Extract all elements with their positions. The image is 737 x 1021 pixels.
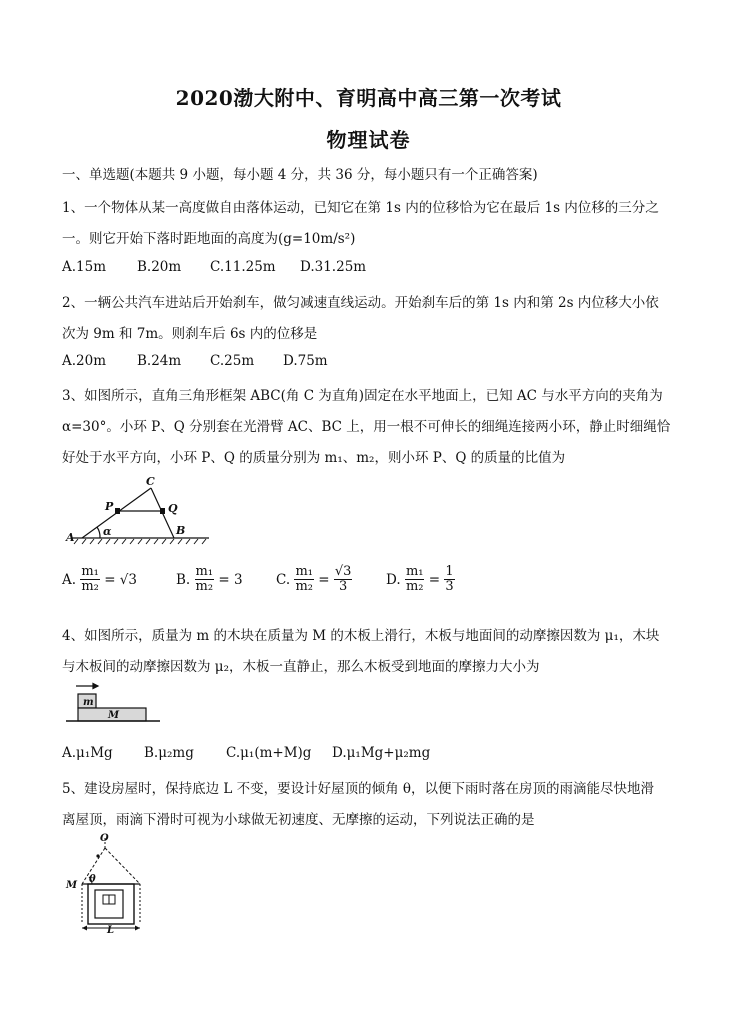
label-c: C (146, 475, 155, 488)
q3-triangle-figure (64, 474, 214, 546)
q1-option-b: B.20m (137, 259, 182, 275)
q1-option-d: D.31.25m (300, 259, 367, 275)
label-a: A (66, 531, 75, 544)
label-l: L (107, 925, 115, 934)
q4-block-figure (64, 682, 164, 728)
q4-options (62, 745, 430, 761)
q4-option-c: C.μ₁(m+M)g (226, 745, 312, 761)
q5-text-line1: 5、建设房屋时，保持底边 L 不变，要设计好屋顶的倾角 θ，以便下雨时落在房顶的雨滴能尽快地滑 (62, 781, 655, 797)
ring-q (160, 508, 165, 514)
q1-option-a: A.15m (62, 259, 107, 275)
q2-option-c: C.25m (210, 353, 255, 369)
q2-option-b: B.24m (137, 353, 182, 369)
label-q: Q (168, 502, 178, 515)
q4-option-d: D.μ₁Mg+μ₂mg (332, 745, 431, 761)
q3-text-line1: 3、如图所示，直角三角形框架 ABC(角 C 为直角)固定在水平地面上，已知 AC 与水平方向的夹角为 (62, 388, 663, 404)
q3-option-d: D. $\frac{\text{m₁}}{\text{m₂}}$ = $\frac{1}{3}$ (386, 564, 454, 594)
label-alpha: α (103, 525, 112, 538)
label-big-m: M (108, 710, 120, 721)
ring-p (115, 508, 120, 514)
exam-title: 2020渤大附中、育明高中高三第一次考试 (175, 86, 562, 110)
exam-subtitle: 物理试卷 (326, 128, 411, 152)
q2-options (62, 353, 328, 369)
q4-option-a: A.μ₁Mg (62, 745, 113, 761)
q3-option-a: A. $\frac{\text{m₁}}{\text{m₂}}$ = √3 (62, 564, 137, 594)
label-p: P (105, 500, 114, 513)
label-theta: θ (89, 874, 96, 885)
q3-text-line3: 好处于水平方向，小环 P、Q 的质量分别为 m₁、m₂，则小环 P、Q 的质量的比值为 (62, 450, 566, 466)
q1-options (62, 259, 366, 275)
label-m: m (83, 697, 94, 708)
q4-option-b: B.μ₂mg (144, 745, 194, 761)
q2-text-line2: 次为 9m 和 7m。则刹车后 6s 内的位移是 (62, 326, 318, 342)
q4-text-line1: 4、如图所示，质量为 m 的木块在质量为 M 的木板上滑行，木板与地面间的动摩擦因数为 μ₁，木块 (62, 628, 660, 644)
label-m-point: M (66, 880, 78, 891)
q3-option-b: B. $\frac{\text{m₁}}{\text{m₂}}$ = 3 (176, 564, 243, 594)
q2-option-d: D.75m (283, 353, 328, 369)
q5-house-figure (62, 832, 152, 934)
q1-text-line2: 一。则它开始下落时距地面的高度为(g=10m/s²) (62, 231, 356, 247)
q2-option-a: A.20m (62, 353, 107, 369)
label-b: B (176, 524, 186, 537)
q1-option-c: C.11.25m (210, 259, 276, 275)
label-o: O (100, 833, 109, 844)
q3-text-line2: α=30°。小环 P、Q 分别套在光滑臂 AC、BC 上，用一根不可伸长的细绳连接两小环，静止时细绳恰 (62, 419, 671, 435)
q1-text-line1: 1、一个物体从某一高度做自由落体运动，已知它在第 1s 内的位移恰为它在最后 1s 内位移的三分之 (62, 200, 659, 216)
q5-text-line2: 离屋顶，雨滴下滑时可视为小球做无初速度、无摩擦的运动，下列说法正确的是 (62, 812, 535, 828)
q3-option-c: C. $\frac{\text{m₁}}{\text{m₂}}$ = $\frac{√3}{3}$ (276, 564, 352, 594)
section-heading: 一、单选题(本题共 9 小题，每小题 4 分，共 36 分，每小题只有一个正确答案) (62, 167, 538, 183)
q2-text-line1: 2、一辆公共汽车进站后开始刹车，做匀减速直线运动。开始刹车后的第 1s 内和第 2s 内位移大小依 (62, 295, 659, 311)
q4-text-line2: 与木板间的动摩擦因数为 μ₂，木板一直静止，那么木板受到地面的摩擦力大小为 (62, 659, 540, 675)
